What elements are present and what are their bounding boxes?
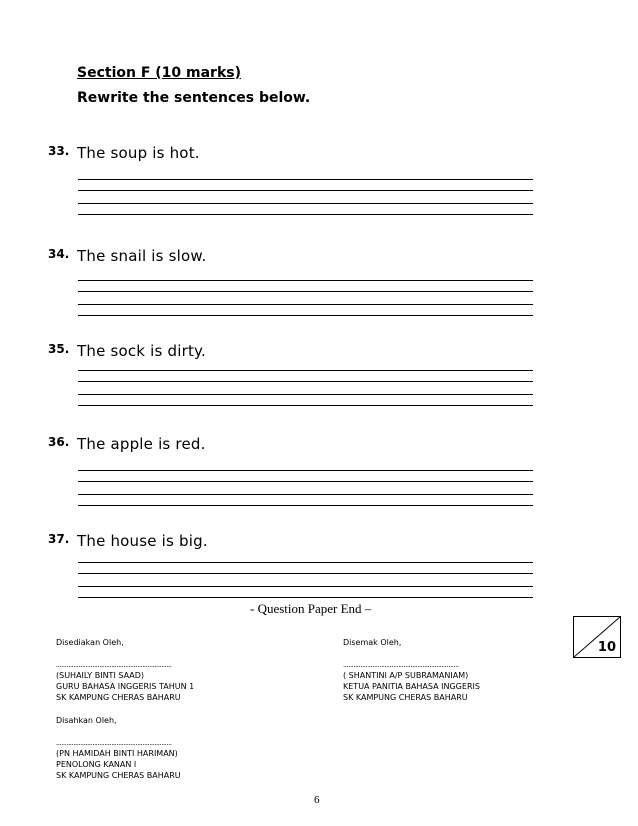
answer-line: [78, 494, 533, 495]
signatory-school: SK KAMPUNG CHERAS BAHARU: [343, 693, 468, 702]
score-box: [573, 616, 621, 658]
signatory-name: (SUHAILY BINTI SAAD): [56, 671, 145, 680]
question-text: The apple is red.: [77, 435, 206, 453]
signatory-name: ( SHANTINI A/P SUBRAMANIAM): [343, 671, 469, 680]
question-text: The house is big.: [77, 532, 208, 550]
answer-line: [78, 179, 533, 180]
page-number: 6: [314, 794, 320, 806]
answer-line: [78, 597, 533, 598]
answer-line: [78, 370, 533, 371]
answer-line: [78, 190, 533, 191]
section-instruction: Rewrite the sentences below.: [77, 90, 311, 106]
question-text: The sock is dirty.: [77, 342, 206, 360]
signature-heading: Disemak Oleh,: [343, 638, 402, 647]
answer-line: [78, 470, 533, 471]
answer-line: [78, 280, 533, 281]
signature-heading: Disahkan Oleh,: [56, 716, 117, 725]
signatory-role: PENOLONG KANAN I: [56, 760, 137, 769]
answer-line: [78, 562, 533, 563]
section-title: Section F (10 marks): [77, 65, 242, 81]
signature-checked: [343, 637, 480, 703]
question-text: The snail is slow.: [77, 247, 207, 265]
signature-prepared: [56, 637, 194, 703]
answer-line: [78, 381, 533, 382]
answer-line: [78, 573, 533, 574]
question-number: 37.: [48, 532, 70, 546]
signatory-school: SK KAMPUNG CHERAS BAHARU: [56, 693, 181, 702]
signatory-role: KETUA PANITIA BAHASA INGGERIS: [343, 682, 480, 691]
signatory-school: SK KAMPUNG CHERAS BAHARU: [56, 771, 181, 780]
answer-line: [78, 214, 533, 215]
question-paper-end: - Question Paper End –: [250, 601, 372, 616]
answer-line: [78, 315, 533, 316]
signature-heading: Disediakan Oleh,: [56, 638, 124, 647]
signatory-name: (PN HAMIDAH BINTI HARIMAN): [56, 749, 178, 758]
question-text: The soup is hot.: [77, 144, 200, 162]
question-number: 34.: [48, 247, 70, 261]
question-number: 36.: [48, 435, 70, 449]
answer-line: [78, 405, 533, 406]
answer-line: [78, 505, 533, 506]
signature-line: ...................................................................: [343, 661, 459, 669]
signature-line: ...................................................................: [56, 739, 172, 747]
signature-approved: [56, 715, 181, 781]
answer-line: [78, 394, 533, 395]
answer-line: [78, 481, 533, 482]
answer-line: [78, 304, 533, 305]
question-number: 33.: [48, 144, 70, 158]
signature-line: ...................................................................: [56, 661, 172, 669]
score-total: 10: [597, 640, 616, 655]
signatory-role: GURU BAHASA INGGERIS TAHUN 1: [56, 682, 195, 691]
answer-line: [78, 203, 533, 204]
answer-line: [78, 291, 533, 292]
question-number: 35.: [48, 342, 70, 356]
answer-line: [78, 586, 533, 587]
